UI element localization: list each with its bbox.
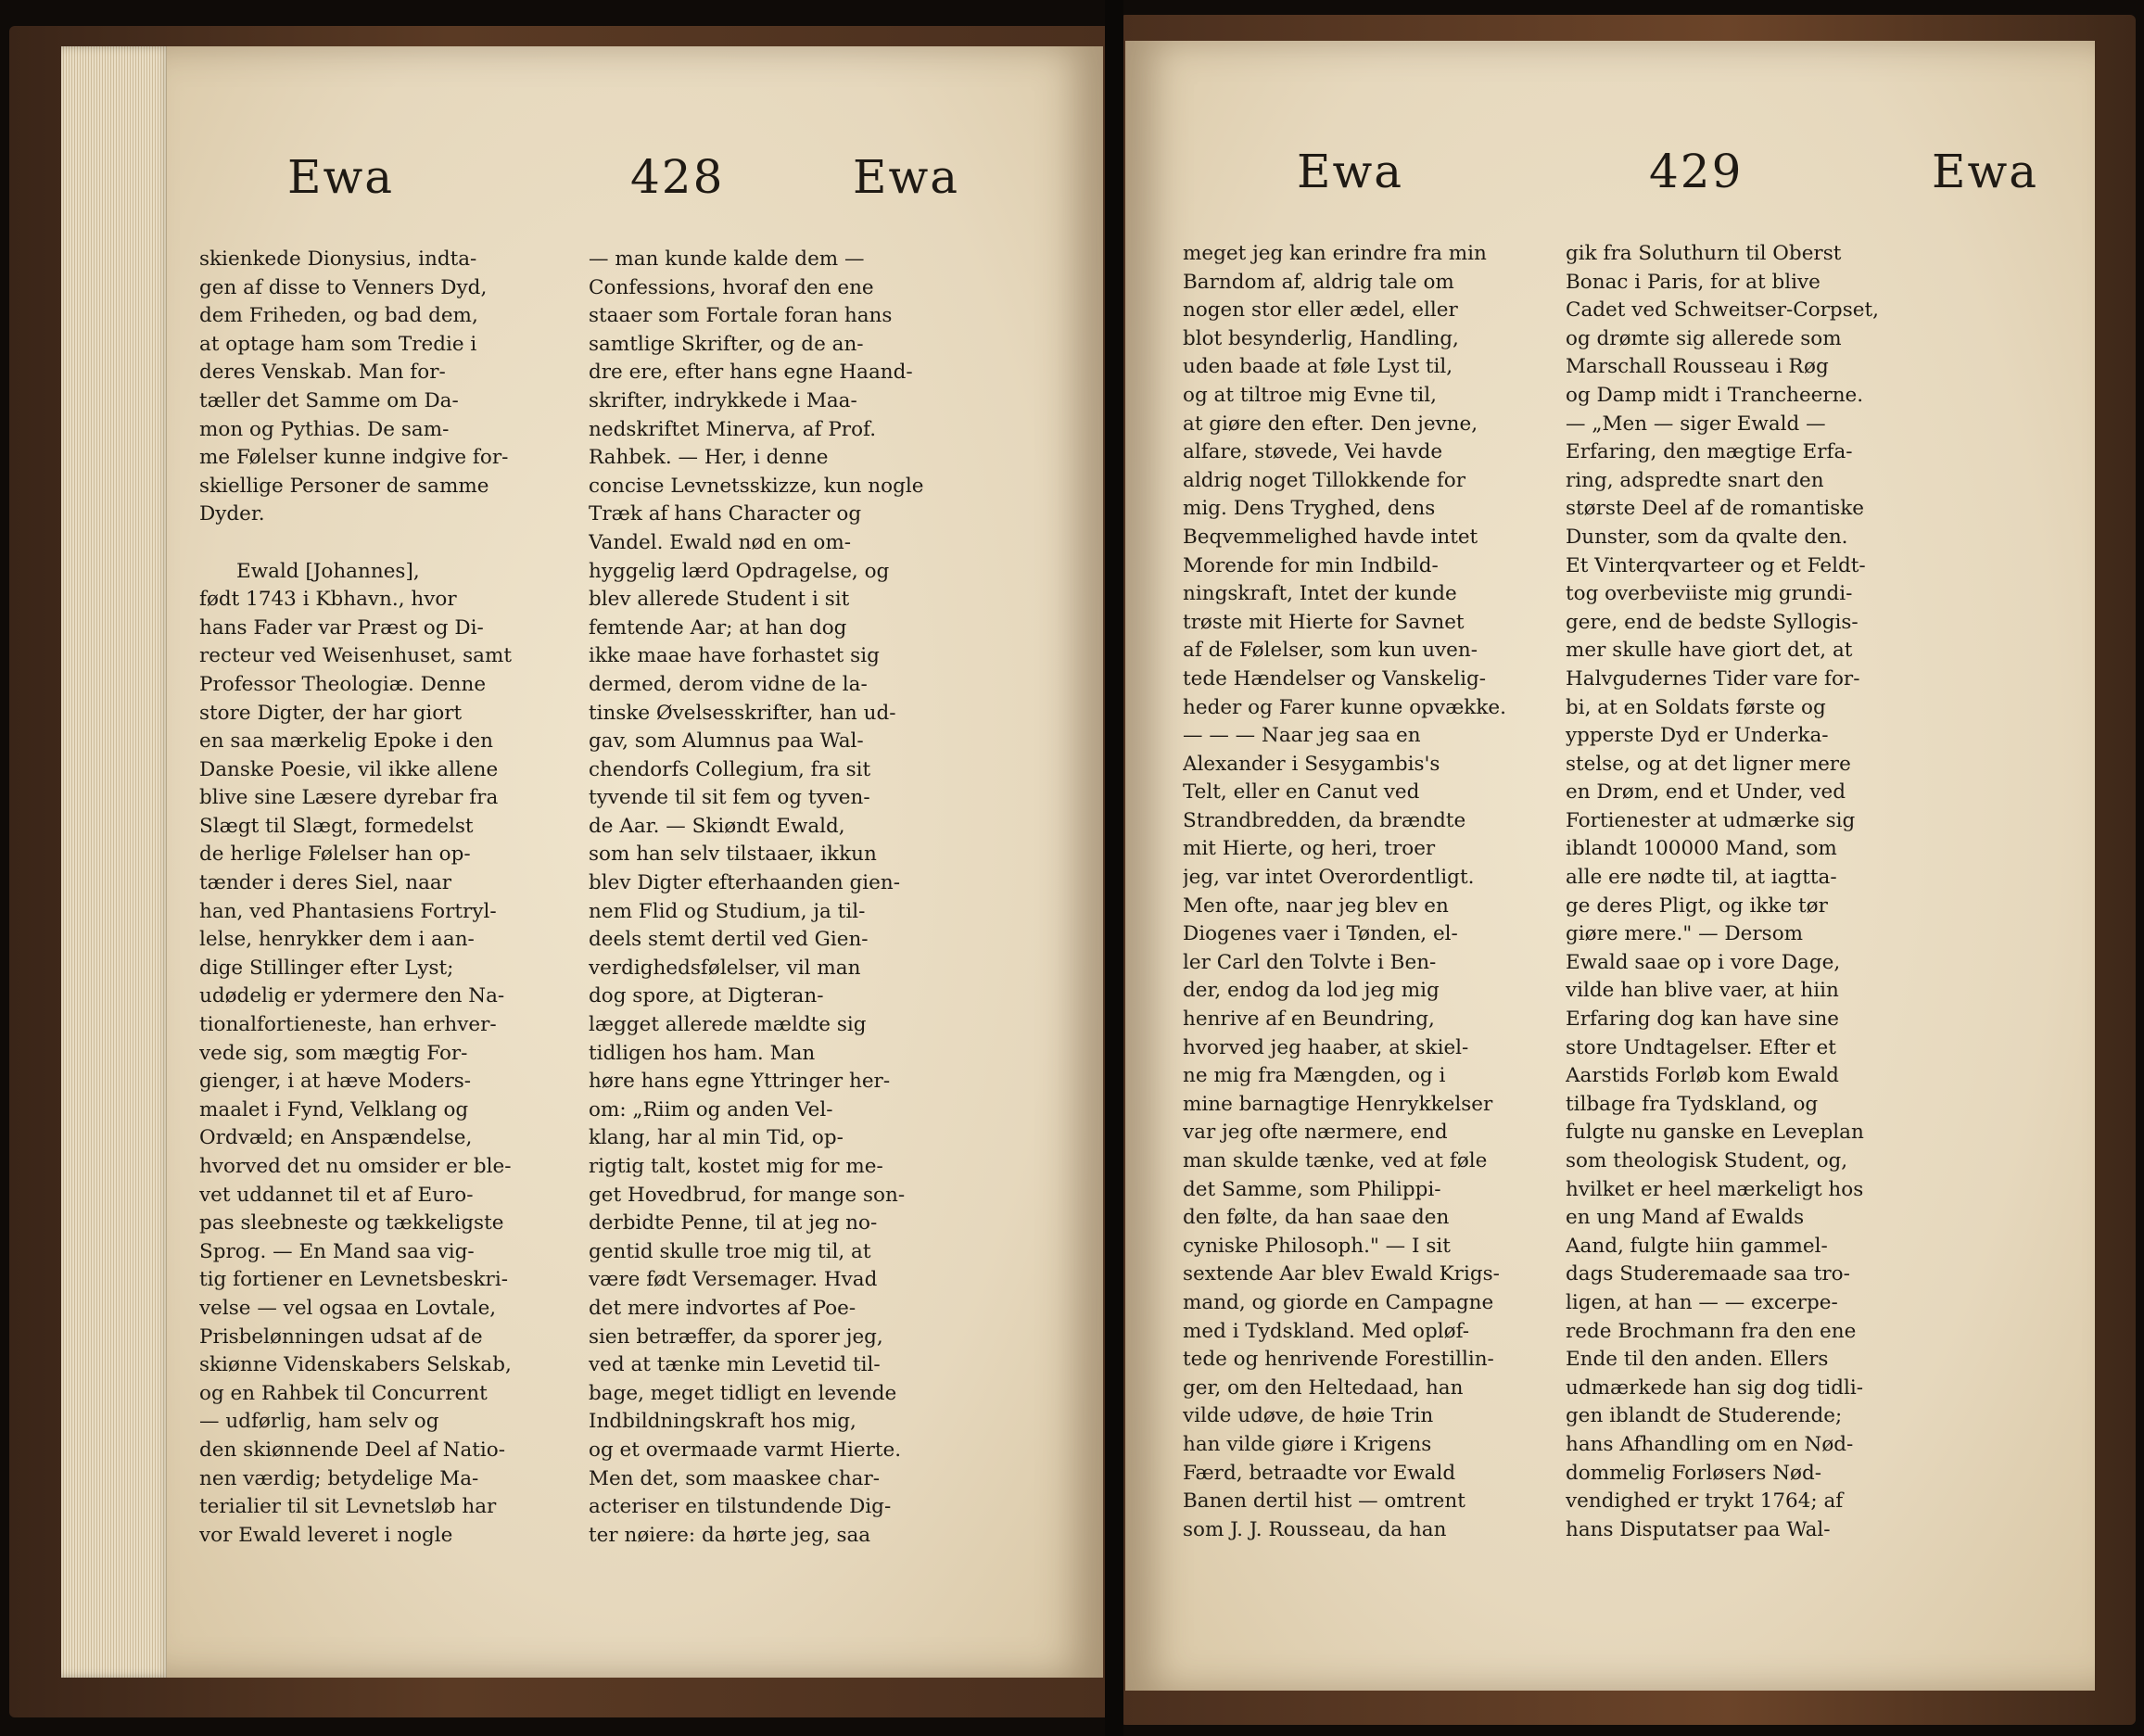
right-page xyxy=(1125,41,2095,1691)
text-line: acteriser en tilstundende Dig- xyxy=(589,1495,892,1519)
text-line: tyvende til sit fem og tyven- xyxy=(589,786,870,810)
text-line: meget jeg kan erindre fra min xyxy=(1183,242,1487,265)
text-line: Ende til den anden. Ellers xyxy=(1566,1348,1829,1372)
text-line: og drømte sig allerede som xyxy=(1566,326,1842,350)
text-line: rede Brochmann fra den ene xyxy=(1566,1319,1857,1343)
text-line: tilbage fra Tydskland, og xyxy=(1566,1092,1819,1116)
text-line: var jeg ofte nærmere, end xyxy=(1183,1121,1448,1145)
text-line: dige Stillinger efter Lyst; xyxy=(199,956,454,980)
text-line: verdighedsfølelser, vil man xyxy=(589,956,861,980)
text-column-right xyxy=(589,246,945,1550)
text-line: hans Fader var Præst og Di- xyxy=(199,615,484,640)
text-line: get Hovedbrud, for mange son- xyxy=(589,1183,906,1207)
text-line: og Damp midt i Trancheerne. xyxy=(1566,383,1864,407)
text-line: mon og Pythias. De sam- xyxy=(199,417,450,441)
text-line: cyniske Philosoph." — I sit xyxy=(1183,1234,1451,1258)
text-line: Diogenes vaer i Tønden, el- xyxy=(1183,922,1458,946)
text-line: at giøre den efter. Den jevne, xyxy=(1183,412,1478,436)
page-number: 429 xyxy=(1649,145,1744,198)
text-line: Beqvemmelighed havde intet xyxy=(1183,525,1478,549)
text-line: Et Vinterqvarteer og et Feldt- xyxy=(1566,553,1866,577)
text-line: tidligen hos ham. Man xyxy=(589,1041,816,1065)
text-line: me Følelser kunne indgive for- xyxy=(199,446,509,470)
text-line: mit Hierte, og heri, troer xyxy=(1183,837,1436,861)
text-line: og en Rahbek til Concurrent xyxy=(199,1381,488,1405)
text-line: pas sleebneste og tækkeligste xyxy=(199,1211,504,1235)
text-line: — man kunde kalde dem — xyxy=(589,247,865,271)
text-line: Slægt til Slægt, formedelst xyxy=(199,814,474,838)
running-header xyxy=(167,150,1103,224)
text-line: Professor Theologiæ. Denne xyxy=(199,672,487,696)
text-line: iblandt 100000 Mand, som xyxy=(1566,837,1837,861)
guide-word-left: Ewa xyxy=(287,150,395,204)
text-line: gav, som Alumnus paa Wal- xyxy=(589,729,864,754)
text-line: Færd, betraadte vor Ewald xyxy=(1183,1461,1456,1485)
text-line: mig. Dens Tryghed, dens xyxy=(1183,497,1436,521)
text-line: velse — vel ogsaa en Lovtale, xyxy=(199,1296,497,1320)
text-line: Danske Poesie, vil ikke allene xyxy=(199,757,499,781)
text-line: jeg, var intet Overordentligt. xyxy=(1183,866,1475,890)
text-line: blev Digter efterhaanden gien- xyxy=(589,871,900,895)
left-page xyxy=(167,46,1103,1678)
text-line: Cadet ved Schweitser-Corpset, xyxy=(1566,298,1879,323)
text-line: Confessions, hvoraf den ene xyxy=(589,275,874,299)
gutter xyxy=(1105,0,1123,1736)
text-line: gienger, i at hæve Moders- xyxy=(199,1070,472,1094)
text-line: være født Versemager. Hvad xyxy=(589,1268,878,1292)
text-line: stelse, og at det ligner mere xyxy=(1566,752,1851,776)
text-line: om: „Riim og anden Vel- xyxy=(589,1097,833,1121)
text-line: der, endog da lod jeg mig xyxy=(1183,979,1440,1003)
text-line: hvilket er heel mærkeligt hos xyxy=(1566,1177,1864,1201)
text-line: gen iblandt de Studerende; xyxy=(1566,1404,1843,1428)
text-line: mer skulle have giort det, at xyxy=(1566,639,1853,663)
text-line: nem Flid og Studium, ja til- xyxy=(589,899,866,923)
text-line: deres Venskab. Man for- xyxy=(199,361,446,385)
text-line: nen værdig; betydelige Ma- xyxy=(199,1466,479,1490)
text-line: Erfaring dog kan have sine xyxy=(1566,1007,1840,1032)
text-line: Ordvæld; en Anspændelse, xyxy=(199,1126,473,1150)
text-line: Fortienester at udmærke sig xyxy=(1566,808,1856,832)
text-line: Men ofte, naar jeg blev en xyxy=(1183,893,1449,918)
text-line: gik fra Soluthurn til Oberst xyxy=(1566,242,1842,265)
text-line: udødelig er ydermere den Na- xyxy=(199,984,505,1008)
text-line: en ung Mand af Ewalds xyxy=(1566,1206,1805,1230)
text-line: vilde han blive vaer, at hiin xyxy=(1566,979,1839,1003)
text-line: uden baade at føle Lyst til, xyxy=(1183,355,1453,379)
guide-word-left: Ewa xyxy=(1297,145,1404,198)
text-line: største Deel af de romantiske xyxy=(1566,497,1865,521)
text-line: han, ved Phantasiens Fortryl- xyxy=(199,899,497,923)
text-line: vet uddannet til et af Euro- xyxy=(199,1183,474,1207)
text-column-right xyxy=(1566,240,1922,1544)
text-line: — „Men — siger Ewald — xyxy=(1566,412,1826,436)
text-line: samtlige Skrifter, og de an- xyxy=(589,332,864,356)
text-line: Træk af hans Character og xyxy=(589,502,862,526)
text-line: Men det, som maaskee char- xyxy=(589,1466,881,1490)
page-edges xyxy=(61,46,172,1678)
text-line: ved at tænke min Levetid til- xyxy=(589,1353,881,1377)
text-line: det Samme, som Philippi- xyxy=(1183,1177,1441,1201)
text-line: bi, at en Soldats første og xyxy=(1566,695,1826,719)
text-line: tede og henrivende Forestillin- xyxy=(1183,1348,1494,1372)
text-line: en saa mærkelig Epoke i den xyxy=(199,729,493,754)
text-line: Banen dertil hist — omtrent xyxy=(1183,1489,1465,1514)
text-line: det mere indvortes af Poe- xyxy=(589,1296,856,1320)
text-line: skiellige Personer de samme xyxy=(199,474,489,498)
text-line: hvorved jeg haaber, at skiel- xyxy=(1183,1035,1469,1059)
text-line: ter nøiere: da hørte jeg, saa xyxy=(589,1523,871,1547)
text-line: lægget allerede mældte sig xyxy=(589,1013,867,1037)
text-line: staaer som Fortale foran hans xyxy=(589,304,893,328)
text-line: Aand, fulgte hiin gammel- xyxy=(1566,1234,1828,1258)
text-line: Indbildningskraft hos mig, xyxy=(589,1410,856,1434)
text-line: dre ere, efter hans egne Haand- xyxy=(589,361,913,385)
text-line: terialier til sit Levnetsløb har xyxy=(199,1495,497,1519)
text-line: Prisbelønningen udsat af de xyxy=(199,1324,483,1349)
text-line: født 1743 i Kbhavn., hvor xyxy=(199,588,457,612)
text-line: store Digter, der har giort xyxy=(199,701,463,725)
text-line: ikke maae have forhastet sig xyxy=(589,644,880,668)
text-line: Sprog. — En Mand saa vig- xyxy=(199,1239,475,1263)
text-line: at optage ham som Tredie i xyxy=(199,332,477,356)
text-line: dem Friheden, og bad dem, xyxy=(199,304,478,328)
text-line: dommelig Forløsers Nød- xyxy=(1566,1461,1822,1485)
text-line: som J. J. Rousseau, da han xyxy=(1183,1517,1447,1541)
text-line: ypperste Dyd er Underka- xyxy=(1566,724,1829,748)
text-line: concise Levnetsskizze, kun nogle xyxy=(589,474,924,498)
text-line: henrive af en Beundring, xyxy=(1183,1007,1435,1032)
text-line: Erfaring, den mægtige Erfa- xyxy=(1566,440,1853,464)
text-line: aldrig noget Tillokkende for xyxy=(1183,468,1465,492)
text-line: vede sig, som mægtig For- xyxy=(199,1041,468,1065)
text-line: rigtig talt, kostet mig for me- xyxy=(589,1155,883,1178)
text-column-left xyxy=(199,246,556,1550)
text-line: og at tiltroe mig Evne til, xyxy=(1183,383,1437,407)
text-line: vendighed er trykt 1764; af xyxy=(1566,1489,1844,1514)
text-line: bage, meget tidligt en levende xyxy=(589,1381,897,1405)
text-line: som theologisk Student, og, xyxy=(1566,1149,1848,1172)
text-line: mine barnagtige Henrykkelser xyxy=(1183,1092,1493,1116)
text-line: høre hans egne Yttringer her- xyxy=(589,1070,891,1094)
text-line: alfare, støvede, Vei havde xyxy=(1183,440,1443,464)
text-line: den følte, da han saae den xyxy=(1183,1206,1450,1230)
text-line: tig fortiener en Levnetsbeskri- xyxy=(199,1268,508,1292)
text-line: Dunster, som da qvalte den. xyxy=(1566,525,1848,549)
text-line: nedskriftet Minerva, af Prof. xyxy=(589,417,877,441)
text-line: en Drøm, end et Under, ved xyxy=(1566,780,1846,805)
text-line: giøre mere." — Dersom xyxy=(1566,922,1804,946)
text-line: han vilde giøre i Krigens xyxy=(1183,1432,1432,1456)
text-line: Vandel. Ewald nød en om- xyxy=(589,530,852,554)
text-line: mand, og giorde en Campagne xyxy=(1183,1290,1494,1314)
text-line: ge deres Pligt, og ikke tør xyxy=(1566,893,1828,918)
text-line: Barndom af, aldrig tale om xyxy=(1183,270,1454,294)
text-line xyxy=(199,529,556,558)
text-line: vor Ewald leveret i nogle xyxy=(199,1523,453,1547)
text-line: gen af disse to Venners Dyd, xyxy=(199,275,488,299)
text-line: Alexander i Sesygambis's xyxy=(1183,752,1440,776)
page-number: 428 xyxy=(630,150,725,204)
text-line: store Undtagelser. Efter et xyxy=(1566,1035,1836,1059)
running-header xyxy=(1125,145,2095,219)
text-line: chendorfs Collegium, fra sit xyxy=(589,757,871,781)
text-line: man skulde tænke, ved at føle xyxy=(1183,1149,1488,1172)
text-line: skienkede Dionysius, indta- xyxy=(199,247,477,271)
text-line: — udførlig, ham selv og xyxy=(199,1410,439,1434)
text-line: dermed, derom vidne de la- xyxy=(589,672,868,696)
text-line: Bonac i Paris, for at blive xyxy=(1566,270,1820,294)
text-line: de Aar. — Skiøndt Ewald, xyxy=(589,814,845,838)
guide-word-right: Ewa xyxy=(853,150,960,204)
text-column-left xyxy=(1183,240,1540,1544)
text-line: trøste mit Hierte for Savnet xyxy=(1183,610,1465,634)
text-line: ligen, at han — — excerpe- xyxy=(1566,1290,1838,1314)
text-line: tænder i deres Siel, naar xyxy=(199,871,451,895)
text-line: Telt, eller en Canut ved xyxy=(1183,780,1420,805)
text-line: femtende Aar; at han dog xyxy=(589,615,847,640)
text-line: hyggelig lærd Opdragelse, og xyxy=(589,559,890,583)
text-line: og et overmaade varmt Hierte. xyxy=(589,1438,902,1462)
text-line: Aarstids Forløb kom Ewald xyxy=(1566,1064,1839,1088)
text-line: deels stemt dertil ved Gien- xyxy=(589,928,869,952)
text-line: skrifter, indrykkede i Maa- xyxy=(589,388,857,412)
text-line: vilde udøve, de høie Trin xyxy=(1183,1404,1434,1428)
text-line: hans Disputatser paa Wal- xyxy=(1566,1517,1831,1541)
text-line: gentid skulle troe mig til, at xyxy=(589,1239,871,1263)
text-line: Dyder. xyxy=(199,502,265,526)
text-line: lelse, henrykker dem i aan- xyxy=(199,928,475,952)
text-line: recteur ved Weisenhuset, samt xyxy=(199,644,513,668)
text-line: tæller det Samme om Da- xyxy=(199,388,459,412)
text-line: maalet i Fynd, Velklang og xyxy=(199,1097,469,1121)
text-line: skiønne Videnskabers Selskab, xyxy=(199,1353,512,1377)
text-line: derbidte Penne, til at jeg no- xyxy=(589,1211,878,1235)
text-line: blive sine Læsere dyrebar fra xyxy=(199,786,499,810)
text-line: tog overbeviiste mig grundi- xyxy=(1566,582,1853,606)
text-line: de herlige Følelser han op- xyxy=(199,843,471,867)
text-line: Ewald [Johannes], xyxy=(236,559,420,583)
text-line: Marschall Rousseau i Røg xyxy=(1566,355,1829,379)
text-line: sien betræffer, da sporer jeg, xyxy=(589,1324,883,1349)
text-line: udmærkede han sig dog tidli- xyxy=(1566,1375,1864,1400)
text-line: klang, har al min Tid, op- xyxy=(589,1126,844,1150)
text-line: hans Afhandling om en Nød- xyxy=(1566,1432,1854,1456)
text-line: heder og Farer kunne opvække. xyxy=(1183,695,1506,719)
text-line: sextende Aar blev Ewald Krigs- xyxy=(1183,1262,1500,1286)
guide-word-right: Ewa xyxy=(1932,145,2039,198)
text-line: af de Følelser, som kun uven- xyxy=(1183,639,1478,663)
text-line: blot besynderlig, Handling, xyxy=(1183,326,1459,350)
text-line: Rahbek. — Her, i denne xyxy=(589,446,829,470)
text-line: ningskraft, Intet der kunde xyxy=(1183,582,1457,606)
text-line: fulgte nu ganske en Leveplan xyxy=(1566,1121,1864,1145)
text-line: gere, end de bedste Syllogis- xyxy=(1566,610,1859,634)
text-line: dog spore, at Digteran- xyxy=(589,984,824,1008)
text-line: — — — Naar jeg saa en xyxy=(1183,724,1421,748)
text-line: Ewald saae op i vore Dage, xyxy=(1566,950,1841,974)
text-line: alle ere nødte til, at iagtta- xyxy=(1566,866,1837,890)
text-line: hvorved det nu omsider er ble- xyxy=(199,1155,512,1178)
text-line: tionalfortieneste, han erhver- xyxy=(199,1013,497,1037)
text-line: tinske Øvelsesskrifter, han ud- xyxy=(589,701,896,725)
text-line: tede Hændelser og Vanskelig- xyxy=(1183,666,1487,691)
text-line: nogen stor eller ædel, eller xyxy=(1183,298,1458,323)
text-line: den skiønnende Deel af Natio- xyxy=(199,1438,505,1462)
text-line: med i Tydskland. Med opløf- xyxy=(1183,1319,1470,1343)
text-line: ler Carl den Tolvte i Ben- xyxy=(1183,950,1437,974)
text-line: ne mig fra Mængden, og i xyxy=(1183,1064,1446,1088)
text-line: ring, adspredte snart den xyxy=(1566,468,1824,492)
text-line: Morende for min Indbild- xyxy=(1183,553,1439,577)
text-line: ger, om den Heltedaad, han xyxy=(1183,1375,1464,1400)
text-line: dags Studeremaade saa tro- xyxy=(1566,1262,1850,1286)
text-line: som han selv tilstaaer, ikkun xyxy=(589,843,877,867)
text-line: Strandbredden, da brændte xyxy=(1183,808,1466,832)
text-line: blev allerede Student i sit xyxy=(589,588,850,612)
text-line: Halvgudernes Tider vare for- xyxy=(1566,666,1860,691)
